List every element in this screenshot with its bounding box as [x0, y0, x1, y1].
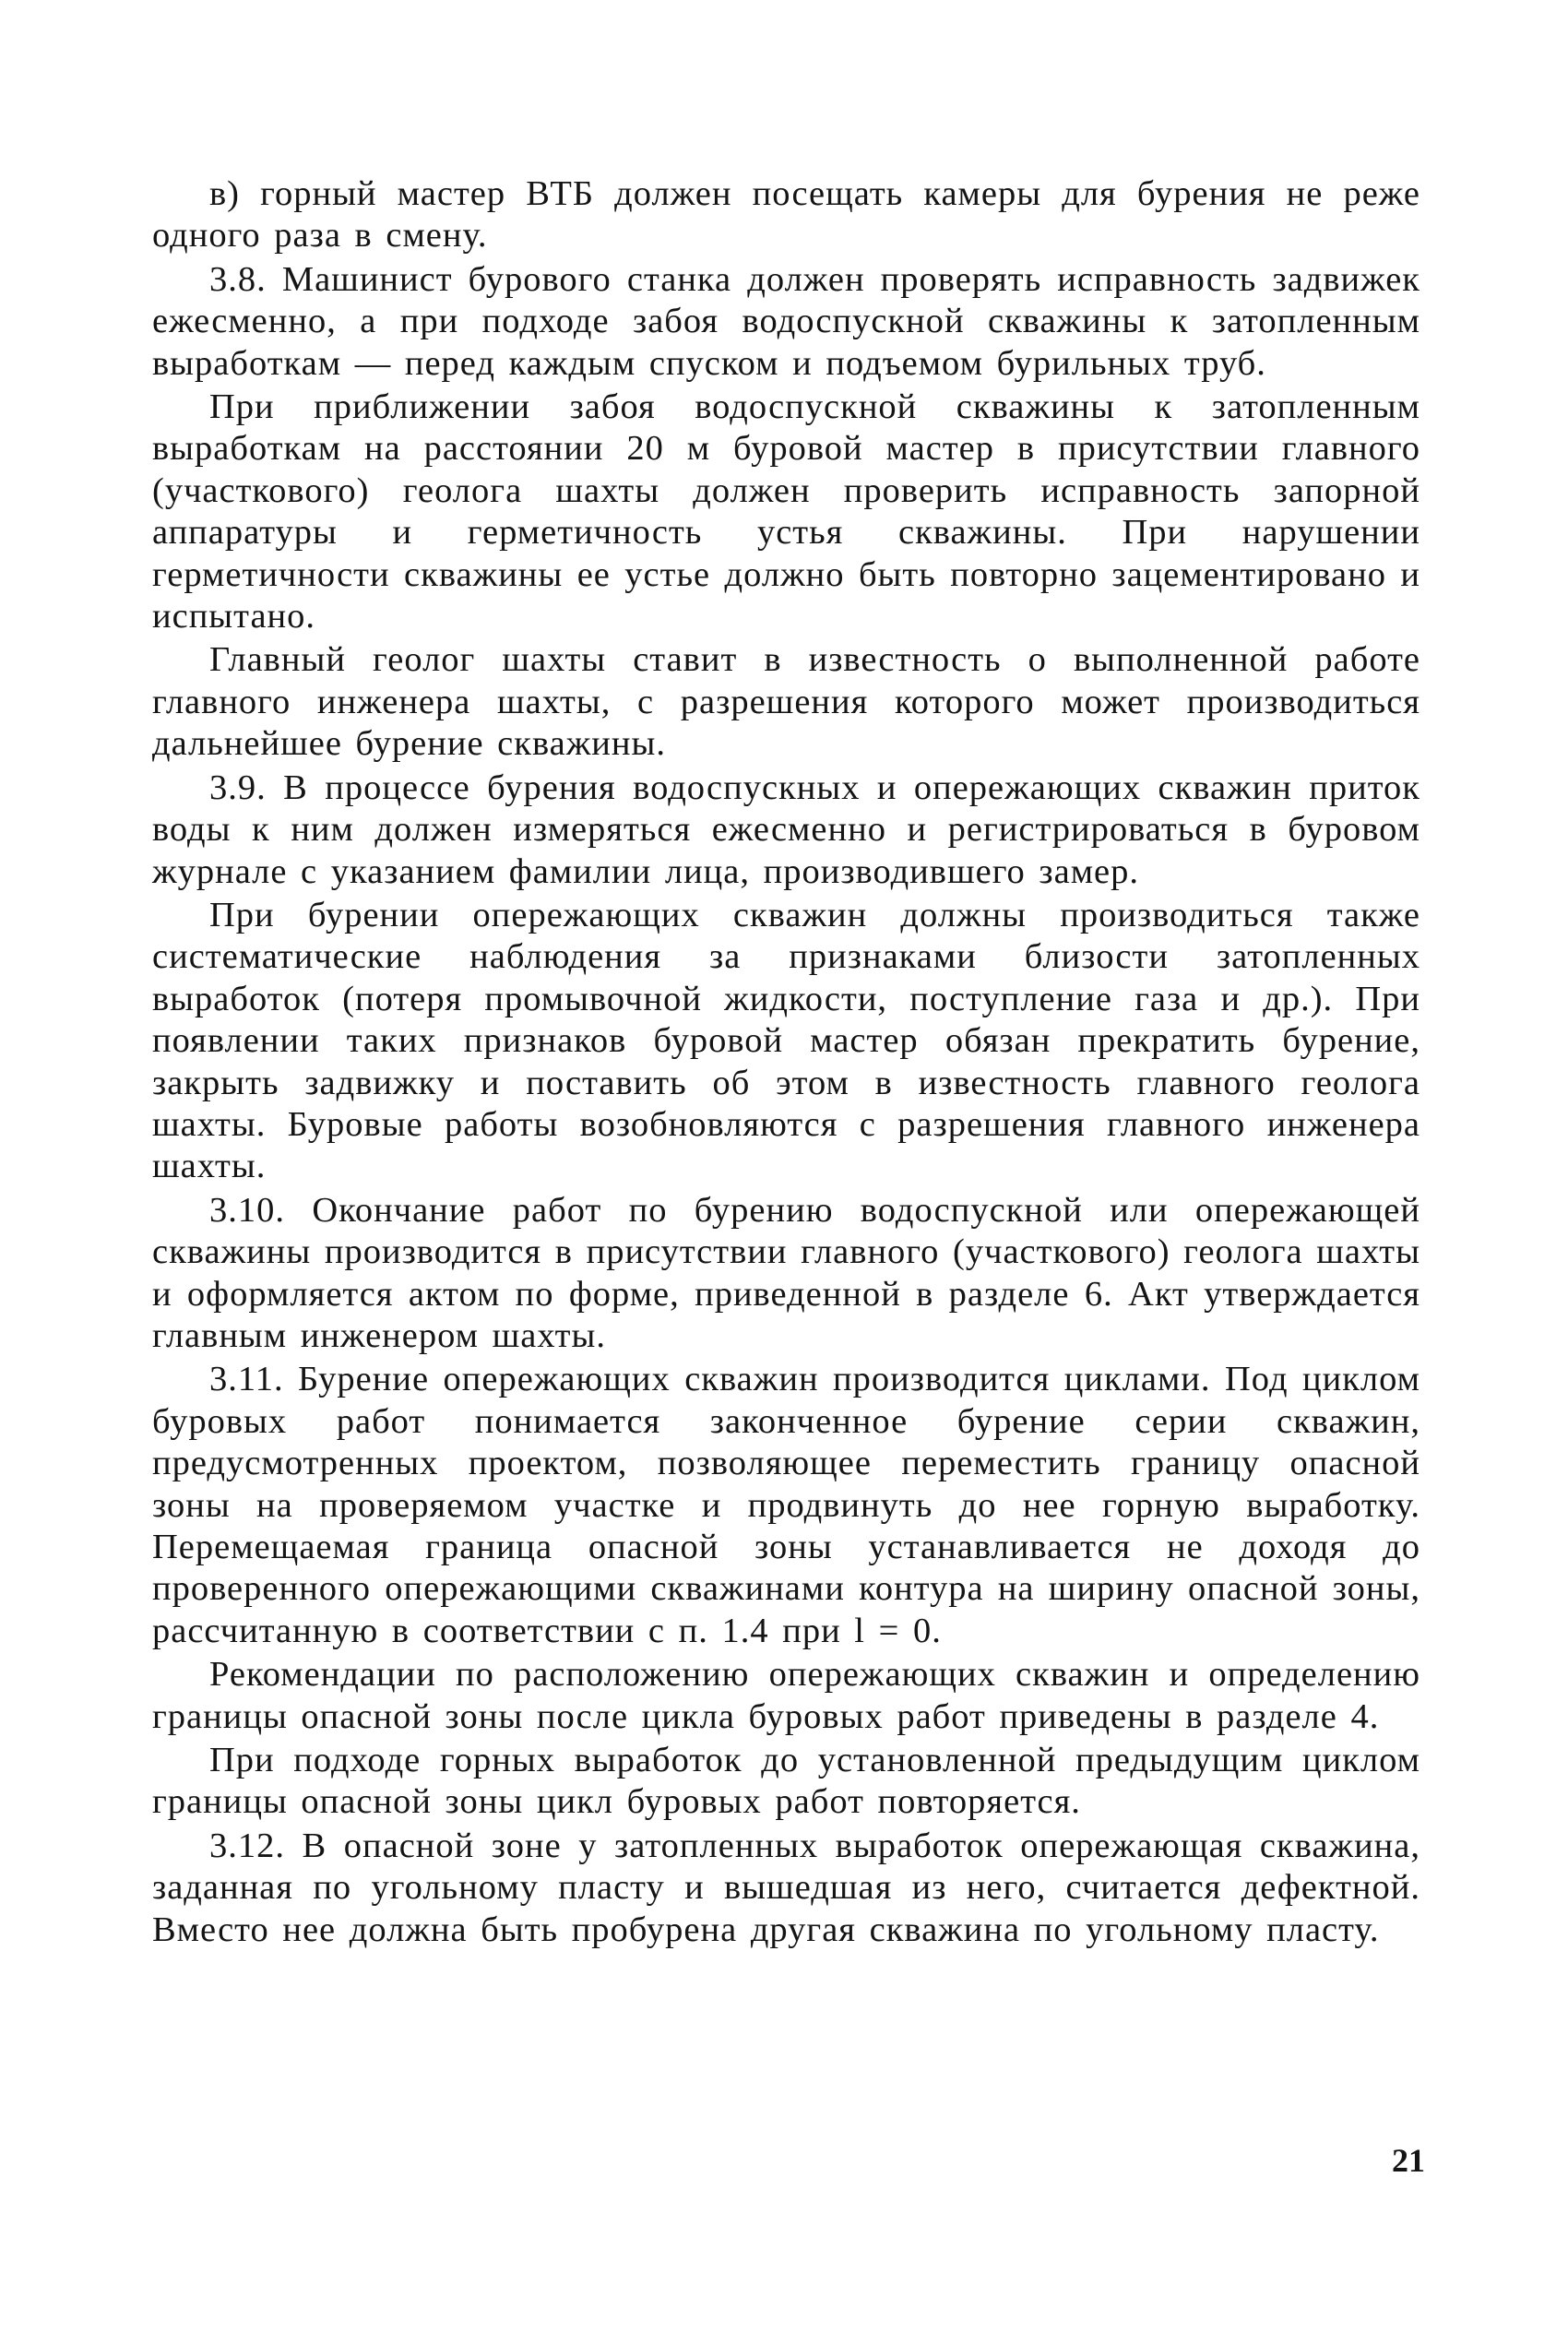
- paragraph-3-8: 3.8. Машинист бурового станка должен проверять исправность задвижек ежесменно, а при подходе забоя водоспускной скважины к затопленным выработкам — перед каждым спуском и подъемом бурильных труб.: [152, 259, 1420, 383]
- paragraph-3-9: 3.9. В процессе бурения водоспускных и опережающих скважин приток воды к ним должен измеряться ежесменно и регистрироваться в буровом журнале с указанием фамилии лица, производившего замер.: [152, 767, 1420, 891]
- paragraph-3-11: 3.11. Бурение опережающих скважин производится циклами. Под циклом буровых работ понимается законченное бурение серии скважин, предусмотренных проектом, позволяющее переместить границу опасной зоны на проверяемом участке и продвинуть до нее горную выработку. Перемещаемая граница опасной зоны устанавливается не доходя до проверенного опережающими скважинами контура на ширину опасной зоны, рассчитанную в соответствии с п. 1.4 при l = 0.: [152, 1360, 1420, 1650]
- paragraph-3-8-approach: При приближении забоя водоспускной скважины к затопленным выработкам на расстоянии 20 м буровой мастер в присутствии главного (участкового) геолога шахты должен проверить исправность запорной аппаратуры и герметичность устья скважины. При нарушении герметичности скважины ее устье должно быть повторно зацементировано и испытано.: [152, 387, 1420, 637]
- page-number: 21: [1392, 2142, 1425, 2179]
- paragraph-3-8-geologist: Главный геолог шахты ставит в известность о выполненной работе главного инженера шахты, с разрешения которого может производиться дальнейшее бурение скважины.: [152, 640, 1420, 764]
- paragraph-3-10: 3.10. Окончание работ по бурению водоспускной или опережающей скважины производится в присутствии главного (участкового) геолога шахты и оформляется актом по форме, приведенной в разделе 6. Акт утверждается главным инженером шахты.: [152, 1190, 1420, 1355]
- body-text: [152, 173, 1420, 1953]
- paragraph-3-9-observations: При бурении опережающих скважин должны производиться также систематические наблюдения за признаками близости затопленных выработок (потеря промывочной жидкости, поступление газа и др.). При появлении таких признаков буровой мастер обязан прекратить бурение, закрыть задвижку и поставить об этом в известность главного геолога шахты. Буровые работы возобновляются с разрешения главного инженера шахты.: [152, 895, 1420, 1186]
- paragraph-3-7-c: в) горный мастер ВТБ должен посещать камеры для бурения не реже одного раза в смену.: [152, 174, 1420, 256]
- paragraph-3-12: 3.12. В опасной зоне у затопленных выработок опережающая скважина, заданная по угольному пласту и вышедшая из него, считается дефектной. Вместо нее должна быть пробурена другая скважина по угольному пласту.: [152, 1826, 1420, 1949]
- paragraph-3-11-repeat: При подходе горных выработок до установленной предыдущим циклом границы опасной зоны цикл буровых работ повторяется.: [152, 1741, 1420, 1822]
- paragraph-3-11-recommendations: Рекомендации по расположению опережающих скважин и определению границы опасной зоны после цикла буровых работ приведены в разделе 4.: [152, 1655, 1420, 1736]
